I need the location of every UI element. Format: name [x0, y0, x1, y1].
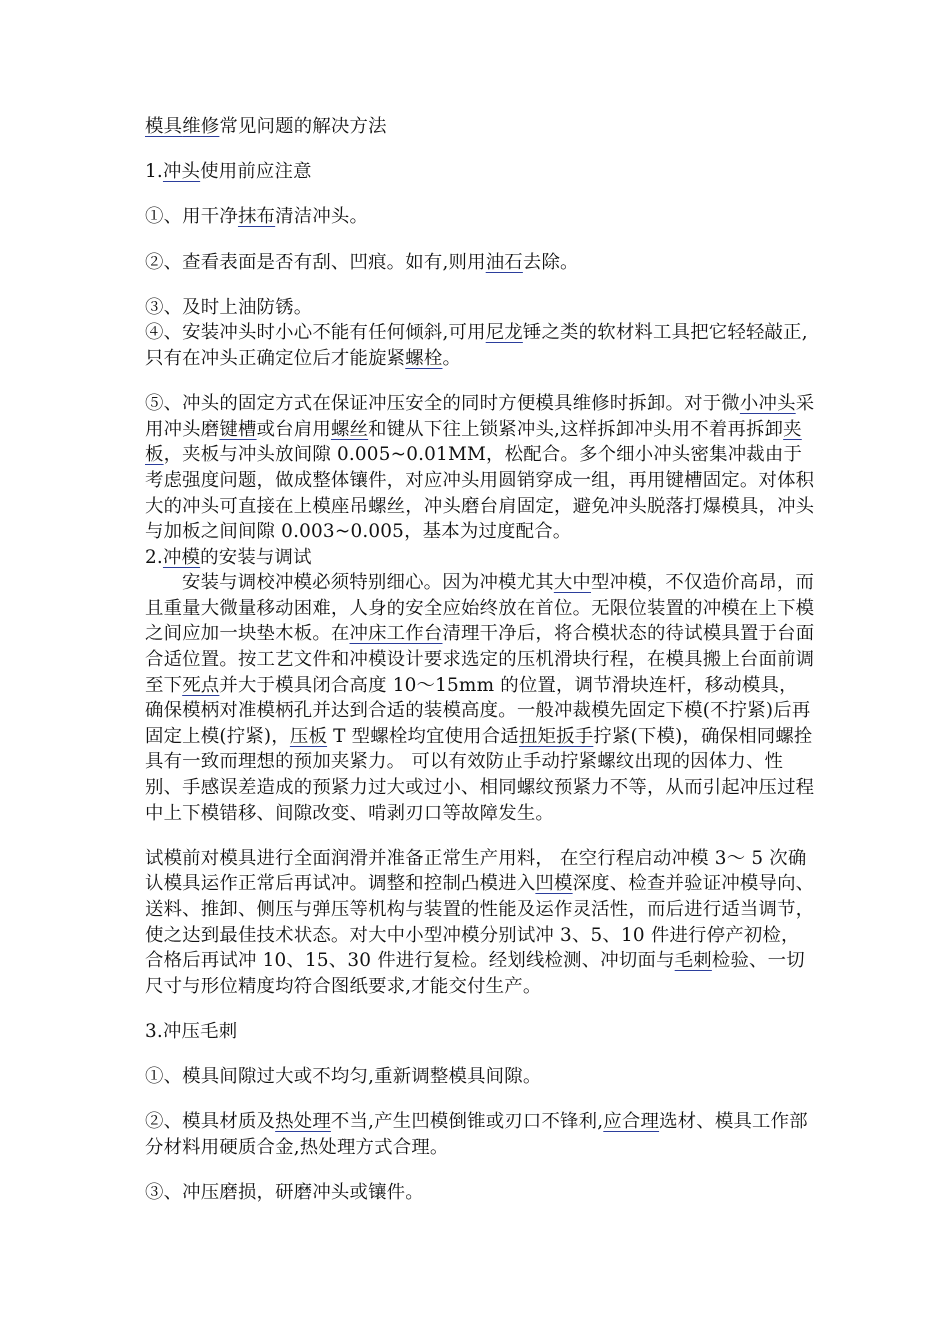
text-run: ，夹板与冲头放间隙 0.005~0.01MM，松配合。多个细小冲头密集冲裁由于考虑强度问题，做成整体镶件，对应冲头用圆销穿成一组，再用键槽固定。对体积大的冲头可直接在上模座吊螺丝，冲头磨台肩固定，避免冲头脱落打爆模具，冲头与加板之间间隙 0.003~0.005，基本为过度配合。	[145, 444, 815, 543]
text-run: 深度、检查并验证冲模导向、送料、推卸、侧压与弹压等机构与装置的性能及运作灵活性，而后进行适当调节，使之达到最佳技术状态。对大中小型冲模分别试冲 3、5、10 件进行停产初检，合格后再试冲 10、15、30 件进行复检。经划线检测、冲切面与	[145, 873, 815, 972]
text-run: ①、模具间隙过大或不均匀,重新调整模具间隙。	[145, 1066, 542, 1088]
text-run: 清理干净后，将合模状态的待试模具置于台面合适位置。按工艺文件和冲模设计要求选定的压机滑块行程，在模具搬上台面前调至下	[145, 623, 815, 696]
section-heading-1	[145, 159, 815, 185]
list-item	[145, 204, 815, 230]
keyword-link[interactable]: 扭矩扳手	[518, 725, 594, 747]
list-item	[145, 295, 815, 321]
text-run: 和键从下往上锁紧冲头,这样拆卸冲头用不着再拆卸	[368, 418, 784, 440]
text-run: 常见问题的解决方法	[219, 116, 387, 137]
text-run: 清洁冲头。	[275, 206, 369, 228]
keyword-link[interactable]: 油石	[485, 251, 523, 273]
text-run: T 型螺栓均宜使用合适	[327, 725, 519, 747]
document-title	[145, 114, 815, 140]
keyword-link[interactable]: 夹板	[145, 418, 802, 466]
body-paragraph	[145, 570, 815, 826]
text-run: 拧紧(下模)，确保相同螺拴具有一致而理想的预加夹紧力。 可以有效防止手动拧紧螺纹出现的因体力、性别、手感误差造成的预紧力过大或过小、相同螺纹预紧力不等，从而引起冲压过程中上下模错移、间隙改变、啃剥刃口等故障发生。	[145, 725, 815, 824]
keyword-link[interactable]: 键槽	[219, 418, 257, 440]
keyword-link[interactable]: 死点	[182, 674, 220, 696]
keyword-link[interactable]: 螺丝	[330, 418, 369, 440]
keyword-link[interactable]: 小冲头	[739, 393, 796, 415]
text-run: ④、安装冲头时小心不能有任何倾斜,可用	[145, 322, 486, 344]
list-item	[145, 391, 815, 545]
keyword-link[interactable]: 尼龙	[485, 322, 523, 344]
text-run: 不当,产生凹模倒锥或刃口不锋利,	[330, 1111, 604, 1133]
keyword-link[interactable]: 热处理	[275, 1111, 331, 1133]
keyword-link[interactable]: 冲头	[162, 161, 201, 183]
text-run: 或台肩用	[256, 418, 331, 440]
section-heading-3	[145, 1019, 815, 1045]
text-run: ③、及时上油防锈。	[145, 296, 313, 318]
text-run: 安装与调校冲模必须特别细心。因为冲模尤其	[182, 572, 554, 594]
text-run: 。	[442, 347, 462, 369]
text-run: 1.	[145, 161, 163, 183]
keyword-link[interactable]: 模具	[145, 116, 183, 137]
keyword-link[interactable]: 压板	[289, 725, 328, 747]
text-run: 的安装与调试	[200, 546, 312, 568]
text-run: 型冲模，不仅造价高昂，而且重量大微量移动困难，人身的安全应始终放在首位。无限位装置的冲模在上下模之间应加一块垫木板。在	[145, 572, 815, 645]
keyword-link[interactable]: 凹模	[535, 873, 573, 895]
keyword-link[interactable]: 冲模	[162, 546, 201, 568]
text-run: 试模前对模具进行全面润滑并准备正常生产用料， 在空行程启动冲模 3～ 5 次确认模具运作正常后再试冲。调整和控制凸模进入	[145, 847, 807, 895]
text-run: 使用前应注意	[200, 161, 312, 183]
text-run: 并大于模具闭合高度 10～15mm 的位置，调节滑块连杆，移动模具，确保模柄对准模柄孔并达到合适的装模高度。一般冲裁模先固定下模(不拧紧)后再固定上模(拧紧)，	[145, 674, 811, 747]
list-item	[145, 1064, 815, 1090]
keyword-link[interactable]: 大中	[553, 572, 592, 594]
list-item	[145, 250, 815, 276]
list-item	[145, 1109, 815, 1160]
keyword-link[interactable]: 抹布	[237, 206, 276, 228]
text-run: 检验、一切尺寸与形位精度均符合图纸要求,才能交付生产。	[145, 950, 805, 997]
text-run: 锤之类的软材料工具把它轻轻敲正,只有在冲头正确定位后才能旋紧	[145, 322, 808, 369]
list-item	[145, 1180, 815, 1206]
text-run: ⑤、冲头的固定方式在保证冲压安全的同时方便模具维修时拆卸。对于微	[145, 393, 740, 415]
text-run: ②、模具材质及	[145, 1111, 276, 1133]
text-run: 2.	[145, 546, 163, 568]
text-run: 采用冲头磨	[145, 393, 815, 440]
list-item	[145, 320, 815, 371]
section-heading-2	[145, 545, 815, 571]
keyword-link[interactable]: 维修	[182, 116, 220, 137]
text-run: ③、冲压磨损，研磨冲头或镶件。	[145, 1182, 424, 1204]
body-paragraph	[145, 846, 815, 1000]
keyword-link[interactable]: 毛刺	[674, 950, 712, 972]
text-run: 选材、模具工作部分材料用硬质合金,热处理方式合理。	[145, 1111, 808, 1158]
text-run: ①、用干净	[145, 206, 238, 228]
text-run: 3.冲压毛刺	[145, 1020, 238, 1042]
keyword-link[interactable]: 螺栓	[405, 347, 443, 369]
text-run: 去除。	[522, 251, 579, 273]
document-body	[145, 114, 815, 1206]
keyword-link[interactable]: 应合理	[603, 1111, 660, 1133]
keyword-link[interactable]: 冲床工作台	[349, 623, 443, 645]
text-run: ②、查看表面是否有刮、凹痕。如有,则用	[145, 251, 486, 273]
